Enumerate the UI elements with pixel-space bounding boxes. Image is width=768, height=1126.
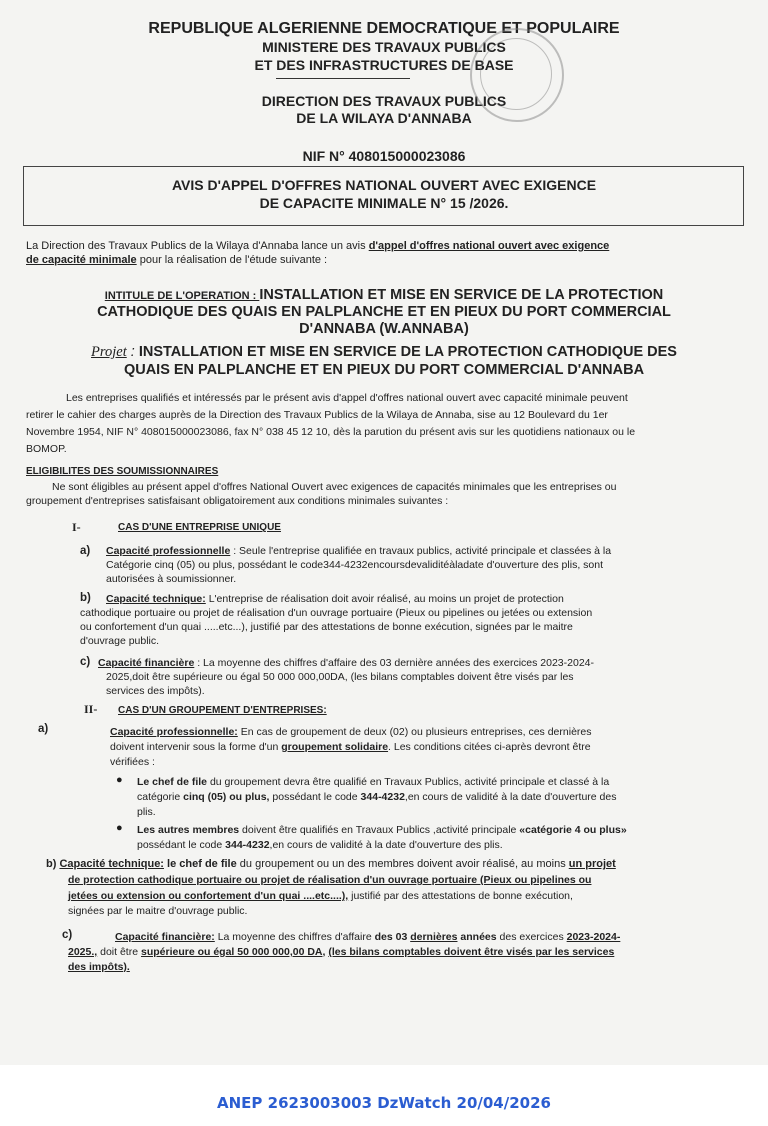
header-ministry: MINISTERE DES TRAVAUX PUBLICS (262, 39, 506, 55)
section1-b-line1 (106, 592, 564, 607)
projet-text: INSTALLATION ET MISE EN SERVICE DE LA PROTECTION CATHODIQUE DES (138, 344, 677, 360)
bullet1-b1: cinq (05) ou plus, (183, 791, 270, 803)
section1-b-line2: cathodique portuaire ou projet de réalisation d'un ouvrage portuaire (Pieux ou pipelines ou jetées ou extension (80, 607, 593, 619)
intro-line2 (26, 253, 746, 268)
section2-c-b4: 2023-2024- (566, 931, 621, 943)
section2-b-line2: de protection cathodique portuaire ou projet de réalisation d'un ouvrage portuaire (Pieux ou pipelines ou (68, 874, 592, 886)
section1-a-line1 (106, 544, 611, 559)
section2-c-t3: doit être (97, 946, 141, 958)
section2-c-amount: supérieure ou égal 50 000 000,00 DA (140, 946, 323, 958)
body-line4: BOMOP. (26, 443, 67, 455)
body-line1: Les entreprises qualifiés et intéressés par le présent avis d'appel d'offres national ouvert avec capacité minimale peuvent (66, 392, 628, 404)
section2-b-line1 (46, 857, 616, 872)
bullet1-line2 (137, 790, 616, 805)
intro-text-2: pour la réalisation de l'étude suivante : (136, 254, 328, 266)
section2-a-label: Capacité professionnelle: (110, 726, 238, 738)
official-stamp-inner (480, 38, 552, 110)
operation-text: INSTALLATION ET MISE EN SERVICE DE LA PROTECTION (259, 287, 664, 303)
section1-b-text: L'entreprise de réalisation doit avoir réalisé, au moins un projet de protection (205, 593, 564, 605)
intro-bold-2: de capacité minimale (26, 254, 137, 266)
section1-b-line4: d'ouvrage public. (80, 635, 160, 647)
section2-c-bilans: (les bilans comptables doivent être visés par les services (328, 946, 615, 958)
section1-c-line2: 2025,doit être supérieure ou égal 50 000 000,00DA, (les bilans comptables doivent être visés par les (106, 671, 574, 683)
section2-a-text2: doivent intervenir sous la forme d'un (110, 741, 282, 753)
section2-b-text: du groupement ou un des membres doivent avoir réalisé, au moins (236, 858, 569, 870)
section2-c-line3: des impôts). (68, 961, 130, 973)
intro-bold: d'appel d'offres national ouvert avec exigence (368, 240, 610, 252)
section2-c-t2: des exercices (496, 931, 567, 943)
eligibilites-line2: groupement d'entreprises satisfaisant obligatoirement aux conditions minimales suivantes : (26, 495, 449, 507)
bullet1-line1 (137, 775, 609, 790)
bullet1-line3: plis. (137, 806, 156, 818)
bullet2-line2 (137, 838, 503, 853)
section2-a-line3: vérifiées : (110, 756, 155, 768)
section1-c-text: : La moyenne des chiffres d'affaire des 03 dernière années des exercices 2023-2024- (194, 657, 594, 669)
section2-c-b3: années (457, 931, 497, 943)
header-divider (276, 78, 410, 79)
header-infrastructures: ET DES INFRASTRUCTURES DE BASE (254, 57, 514, 73)
section2-groupement-solidaire: groupement solidaire (281, 741, 389, 753)
section2-b-label: Capacité technique: (59, 858, 164, 870)
operation-line2: CATHODIQUE DES QUAIS EN PALPLANCHE ET EN PIEUX DU PORT COMMERCIAL (97, 304, 671, 320)
eligibilites-line1: Ne sont éligibles au présent appel d'offres National Ouvert avec exigences de capacités minimales que les entreprises ou (52, 481, 617, 493)
body-line2: retirer le cahier des charges auprès de la Direction des Travaux Publics de la Wilaya de Annaba, sise au 12 Boulevard du 1er (26, 409, 608, 421)
eligibilites-title: ELIGIBILITES DES SOUMISSIONNAIRES (26, 466, 219, 477)
projet-label: Projet (91, 344, 127, 360)
section2-c-line1 (115, 930, 620, 945)
section1-title: CAS D'UNE ENTREPRISE UNIQUE (118, 522, 281, 533)
section2-a-text3: . Les conditions citées ci-après devront être (388, 741, 591, 753)
section2-c-b2: dernières (410, 931, 458, 943)
section1-b-label: Capacité technique: (106, 593, 206, 605)
intro-text: La Direction des Travaux Publics de la Wilaya d'Annaba lance un avis (26, 240, 369, 252)
section1-c-line1 (98, 656, 594, 671)
bullet-dot-1: ● (116, 774, 123, 786)
section1-number: I- (72, 520, 81, 534)
intro-line1 (26, 239, 746, 254)
bullet2-text: doivent être qualifiés en Travaux Publics ,activité principale (239, 824, 520, 836)
avis-title-line1: AVIS D'APPEL D'OFFRES NATIONAL OUVERT AVEC EXIGENCE (171, 177, 597, 193)
section1-a-line3: autorisées à soumissionner. (106, 573, 237, 585)
section1-a-line2: Catégorie cinq (05) ou plus, possédant le code344-4232encoursdevaliditéàladate d'ouverture des plis, sont (106, 559, 603, 571)
projet-sep: : (126, 344, 139, 360)
bullet2-t1: possédant le code (137, 839, 226, 851)
section1-c-mark: c) (80, 656, 91, 668)
header-direction: DIRECTION DES TRAVAUX PUBLICS (261, 93, 507, 109)
section2-c-mark: c) (62, 929, 73, 941)
bullet2-code: 344-4232 (225, 839, 270, 851)
section2-b-mark: b) (46, 858, 57, 870)
section2-a-text: En cas de groupement de deux (02) ou plusieurs entreprises, ces dernières (237, 726, 592, 738)
section2-a-line1 (110, 725, 592, 740)
anep-footer: ANEP 2623003003 DzWatch 20/04/2026 (217, 1094, 551, 1112)
section2-a-mark: a) (38, 723, 49, 735)
bullet1-b2: 344-4232 (360, 791, 405, 803)
operation-line3: D'ANNABA (W.ANNABA) (299, 321, 469, 337)
body-line3: Novembre 1954, NIF N° 408015000023086, fax N° 038 45 12 10, dès la parution du présent avis sur les quotidiens nationaux ou le (26, 426, 636, 438)
section1-c-line3: services des impôts). (106, 685, 205, 697)
projet-line1 (20, 344, 748, 361)
section2-c-comma: , (322, 946, 329, 958)
section1-b-line3: ou confortement d'un quai .....etc...), justifié par des attestations de bonne exécution, signées par le maitre (80, 621, 573, 633)
section1-a-text: : Seule l'entreprise qualifiée en travaux publics, activité principale et classées à la (230, 545, 612, 557)
section2-b-line4: signées par le maitre d'ouvrage public. (68, 905, 248, 917)
section1-b-mark: b) (80, 592, 91, 604)
avis-title-line2: DE CAPACITE MINIMALE N° 15 /2026. (259, 195, 509, 211)
bullet-dot-2: ● (116, 822, 123, 834)
projet-line2: QUAIS EN PALPLANCHE ET EN PIEUX DU PORT COMMERCIAL D'ANNABA (123, 362, 645, 378)
bullet2-line1 (137, 823, 627, 838)
section2-a-line2 (110, 740, 591, 755)
section2-c-b1: des 03 (374, 931, 411, 943)
bullet2-categorie: «catégorie 4 ou plus» (519, 824, 627, 836)
operation-label: INTITULE DE L'OPERATION : (104, 290, 260, 302)
section2-c-label: Capacité financière: (115, 931, 215, 943)
bullet1-t2: possédant le code (269, 791, 361, 803)
section2-c-line2 (68, 945, 614, 960)
bullet1-bold: Le chef de file (137, 776, 208, 788)
section2-c-year: 2025., (68, 946, 98, 958)
bullet1-t1: catégorie (137, 791, 184, 803)
section1-a-mark: a) (80, 545, 91, 557)
section2-b-line3 (68, 889, 573, 904)
operation-line1 (20, 287, 748, 305)
section2-b-bold3: jetées ou extension ou confortement d'un quai ....etc....), (68, 890, 349, 902)
bullet1-t3: ,en cours de validité à la date d'ouverture des (404, 791, 617, 803)
header-republic: REPUBLIQUE ALGERIENNE DEMOCRATIQUE ET POPULAIRE (148, 20, 620, 37)
section2-title: CAS D'UN GROUPEMENT D'ENTREPRISES: (118, 705, 327, 716)
section2-b-projet: un projet (568, 858, 616, 870)
bullet2-bold: Les autres membres (137, 824, 240, 836)
nif-number: NIF N° 408015000023086 (302, 148, 466, 164)
section2-number: II- (84, 702, 98, 716)
section2-c-t1: La moyenne des chiffres d'affaire (214, 931, 375, 943)
header-wilaya: DE LA WILAYA D'ANNABA (296, 110, 472, 126)
section2-b-chef: le chef de file (163, 858, 237, 870)
section2-b-text3: justifié par des attestations de bonne exécution, (348, 890, 573, 902)
section1-a-label: Capacité professionnelle (106, 545, 231, 557)
section1-c-label: Capacité financière (98, 657, 195, 669)
bullet1-text: du groupement devra être qualifié en Travaux Publics, activité principale et classé à la (207, 776, 610, 788)
bullet2-t2: ,en cours de validité à la date d'ouverture des plis. (269, 839, 503, 851)
